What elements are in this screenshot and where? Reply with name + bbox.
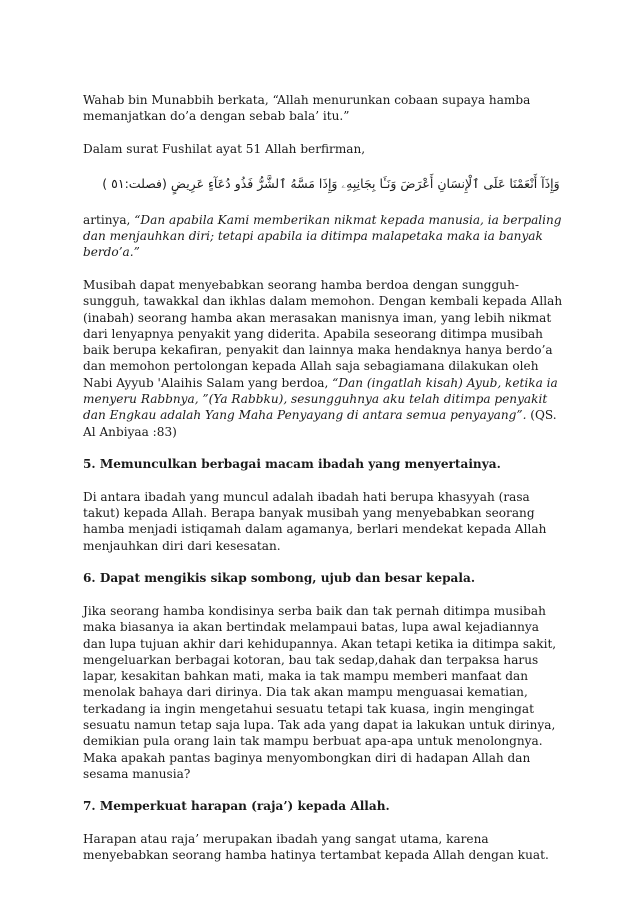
translation-text: “Dan apabila Kami memberikan nikmat kepada manusia, ia berpaling dan menjauhkan diri; tetapi apabila ia ditimpa malapetaka maka ia banyak berdo’a.” bbox=[83, 212, 562, 260]
heading-7: 7. Memperkuat harapan (raja’) kepada Allah. bbox=[83, 799, 390, 814]
document-page bbox=[83, 92, 565, 880]
paragraph-fushilat-intro: Dalam surat Fushilat ayat 51 Allah berfirman, bbox=[83, 141, 366, 156]
paragraph-translation bbox=[83, 212, 565, 261]
paragraph-6: Jika seorang hamba kondisinya serba baik dan tak pernah ditimpa musibah maka biasanya ia akan bertindak melampaui batas, lupa awal kejadiannya dan lupa tujuan akhir dari kehidupannya. Akan tetapi ketika ia ditimpa sakit, mengeluarkan berbagai kotoran, bau tak sedap,dahak dan terpaksa harus lapar, kesakitan bahkan mati, maka ia tak mampu memberi manfaat dan menolak bahaya dari dirinya. Dia tak akan mampu menguasai kematian, terkadang ia ingin mengetahui sesuatu tetapi tak kuasa, ingin mengingat sesuatu namun tetap saja lupa. Tak ada yang dapat ia lakukan untuk dirinya, demikian pula orang lain tak mampu berbuat apa-apa untuk menolongnya. Maka apakah pantas baginya menyombongkan diri di hadapan Allah dan sesama manusia? bbox=[83, 603, 557, 781]
ayyub-quote: “Dan (ingatlah kisah) Ayub, ketika ia menyeru Rabbnya, ”(Ya Rabbku), sesungguhnya aku telah ditimpa penyakit dan Engkau adalah Yang Maha Penyayang di antara semua penyayang”. bbox=[83, 375, 558, 423]
paragraph-musibah bbox=[83, 277, 565, 440]
arabic-verse: وَإِذَآ أَنْعَمْنَا عَلَى ٱلْإِنسَانِ أَعْرَضَ وَنَـَٔا بِجَانِبِهِۦ وَإِذَا مَسَّهُ ٱلشَّرُّ فَذُو دُعَآءٍ عَرِيضٍ (فصلت:٥١ ) bbox=[102, 176, 560, 192]
translation-lead: artinya, bbox=[83, 212, 135, 227]
paragraph-7: Harapan atau raja’ merupakan ibadah yang sangat utama, karena menyebabkan seorang hamba hatinya tertambat kepada Allah dengan kuat. bbox=[83, 832, 549, 863]
heading-5: 5. Memunculkan berbagai macam ibadah yang menyertainya. bbox=[83, 457, 501, 472]
paragraph-5: Di antara ibadah yang muncul adalah ibadah hati berupa khasyyah (rasa takut) kepada Allah. Berapa banyak musibah yang menyebabkan seorang hamba menjadi istiqamah dalam agamanya, berlari mendekat kepada Allah menjauhkan diri dari kesesatan. bbox=[83, 489, 547, 553]
paragraph-wahab: Wahab bin Munabbih berkata, “Allah menurunkan cobaan supaya hamba memanjatkan do’a dengan sebab bala’ itu.” bbox=[83, 93, 531, 124]
musibah-text: Musibah dapat menyebabkan seorang hamba berdoa dengan sungguh-sungguh, tawakkal dan ikhlas dalam memohon. Dengan kembali kepada Allah (inabah) seorang hamba akan merasakan manisnya iman, yang lebih nikmat dari lenyapnya penyakit yang diderita. Apabila seseorang ditimpa musibah baik berupa kekafiran, penyakit dan lainnya maka hendaknya hanya berdo’a dan memohon pertolongan kepada Allah saja sebagiamana dilakukan oleh Nabi Ayyub 'Alaihis Salam yang berdoa, bbox=[83, 277, 563, 390]
heading-6: 6. Dapat mengikis sikap sombong, ujub dan besar kepala. bbox=[83, 571, 476, 586]
quran-citation: (QS. Al Anbiyaa :83) bbox=[83, 408, 557, 439]
